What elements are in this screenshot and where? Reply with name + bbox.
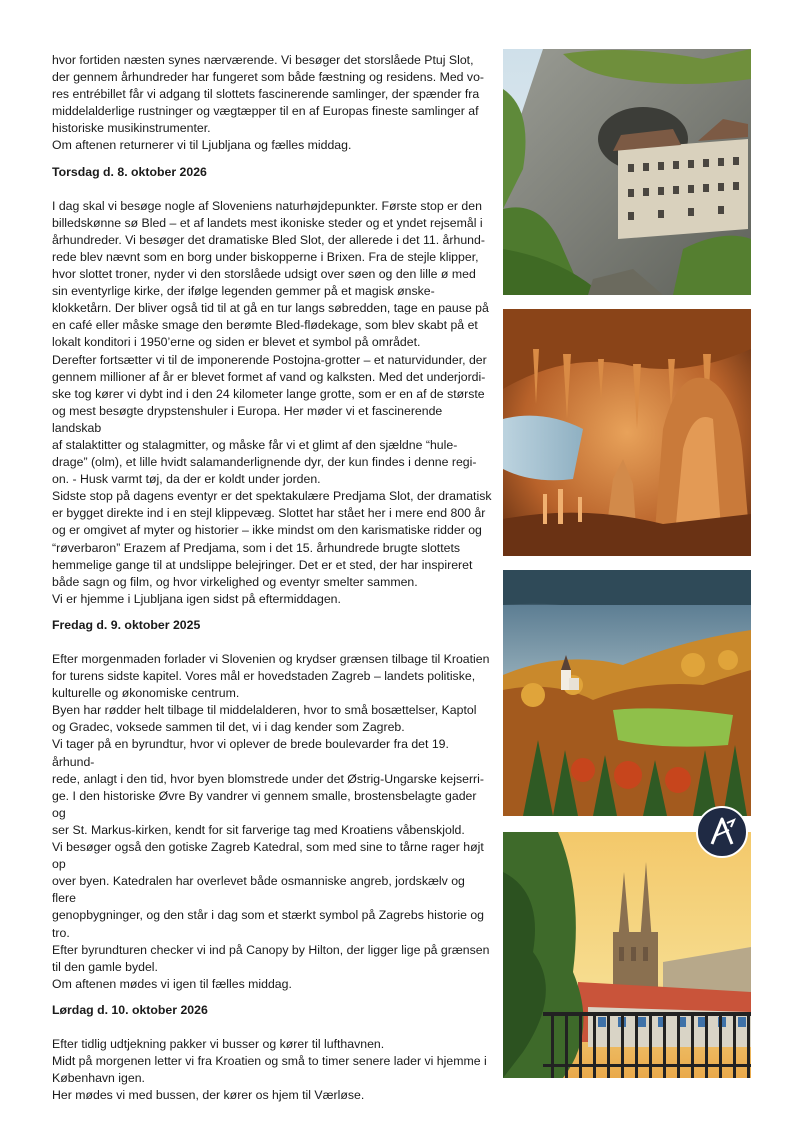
thursday-paragraph-bled: I dag skal vi besøge nogle af Sloveniens naturhøjdepunkter. Første stop er den billedskønne sø Bled – et af landets mest ikoniske steder og et yndet rejsemål i århundreder. Vi besøger det dramatiske Bled Slot, der allerede i det 11. århund- rede blev nævnt som en borg under biskopperne i Brixen. Fra de stejle klipper, hvor slottet troner, nyder vi den storslåede udsigt over søen og den lille ø med sin eventyrlige kirke, der ifølge legenden gemmer på et magisk ønske- klokketårn. Der bliver også tid til at gå en tur langs søbredden, tage en pause på en café eller måske smage den berømte Bled-flødekage, som blev skabt på et lokalt konditori i 1950’erne og siden er blevet et symbol på området. [52,198,489,350]
itinerary-text-column [52,52,492,1104]
intro-paragraph: hvor fortiden næsten synes nærværende. Vi besøger det storslåede Ptuj Slot, der gennem århundreder har fungeret som både fæstning og residens. Med vo- res entrébillet får vi adgang til slottets fascinerende samlinger, der spænder fra middelalderlige rustninger og vægtæpper til en af Europas fineste samlinger af historiske musikinstrumenter. Om aftenen returnerer vi til Ljubljana og fælles middag. [52,53,485,153]
saturday-paragraph-bus: Her mødes vi med bussen, der kører os hjem til Værløse. [52,1088,365,1103]
compass-a-logo-icon [698,808,746,856]
day-heading-thursday: Torsdag d. 8. oktober 2026 [52,164,207,179]
thursday-paragraph-return: Vi er hjemme i Ljubljana igen sidst på eftermiddagen. [52,591,341,606]
friday-paragraph-hotel: Efter byrundturen checker vi ind på Canopy by Hilton, der ligger lige på grænsen til den gamle bydel. [52,942,490,974]
saturday-paragraph-flight: Midt på morgenen letter vi fra Kroatien og små to timer senere lader vi hjemme i København igen. [52,1054,487,1086]
day-section-thursday [52,164,492,608]
zagreb-cathedral-photo [503,832,751,1078]
thursday-paragraph-predjama: Sidste stop på dagens eventyr er det spektakulære Predjama Slot, der dramatisk er bygget direkte ind i en stejl klippevæg. Slottet har stået her i mere end 800 år og er omgivet af myter og historier – ikke mindst om den karismatiske ridder og “røverbaron” Erazem af Predjama, som i det 15. århundrede brugte slottets hemmelige gange til at undslippe belejringer. Det er et sted, der har inspireret både sagn og film, og hvor virkelighed og eventyr smelter sammen. [52,489,492,589]
thursday-paragraph-postojna: Derefter fortsætter vi til de imponerende Postojna-grotter – et naturvidunder, der gennem millioner af år er blevet formet af vand og kalksten. Med det underjordi- ske tog kører vi dybt ind i den 24 kilometer lange grotte, som er en af de største og mest besøgte drypstenshuler i Europa. Her møder vi et fascinerende landskab af stalaktitter og stalagmitter, og måske får vi et glimt af den sjældne “hule- drage” (olm), et lille hvidt salamanderlignende dyr, der kun findes i denne regi- on. - Husk varmt tøj, da der er koldt under jorden. [52,352,487,487]
saturday-paragraph-checkout: Efter tidlig udtjekning pakker vi busser og kører til lufthavnen. [52,1036,385,1051]
travel-agency-logo [696,806,748,858]
day-section-friday [52,617,492,993]
postojna-cave-photo [503,309,751,556]
predjama-castle-photo [503,49,751,295]
lake-bled-photo [503,570,751,816]
friday-paragraph-departure: Efter morgenmaden forlader vi Slovenien og krydser grænsen tilbage til Kroatien for turens sidste kapitel. Vores mål er hovedstaden Zagreb – landets politiske, kulturelle og økonomiske centrum. [52,652,490,701]
friday-paragraph-dinner: Om aftenen mødes vi igen til fælles middag. [52,976,292,991]
day-section-saturday [52,1002,492,1104]
friday-paragraph-history: Byen har rødder helt tilbage til middelalderen, hvor to små bosættelser, Kaptol og Gradec, voksede sammen til det, vi i dag kender som Zagreb. [52,703,477,735]
friday-paragraph-cathedral: Vi besøger også den gotiske Zagreb Katedral, som med sine to tårne rager højt op over byen. Katedralen har overlevet både osmanniske angreb, jordskælv og flere genopbygninger, og den står i dag som et stærkt symbol på Zagrebs historie og tro. [52,840,485,940]
friday-paragraph-city-tour: Vi tager på en byrundtur, hvor vi oplever de brede boulevarder fra det 19. århund- rede, anlagt i den tid, hvor byen blomstrede under det Østrig-Ungarske kejserri- ge. I den historiske Øvre By vandrer vi gennem smalle, brostensbelagte gader og ser St. Markus-kirken, kendt for sit farverige tag med Kroatiens våbenskjold. [52,737,484,837]
day-heading-friday: Fredag d. 9. oktober 2025 [52,617,201,632]
day-heading-saturday: Lørdag d. 10. oktober 2026 [52,1002,208,1017]
